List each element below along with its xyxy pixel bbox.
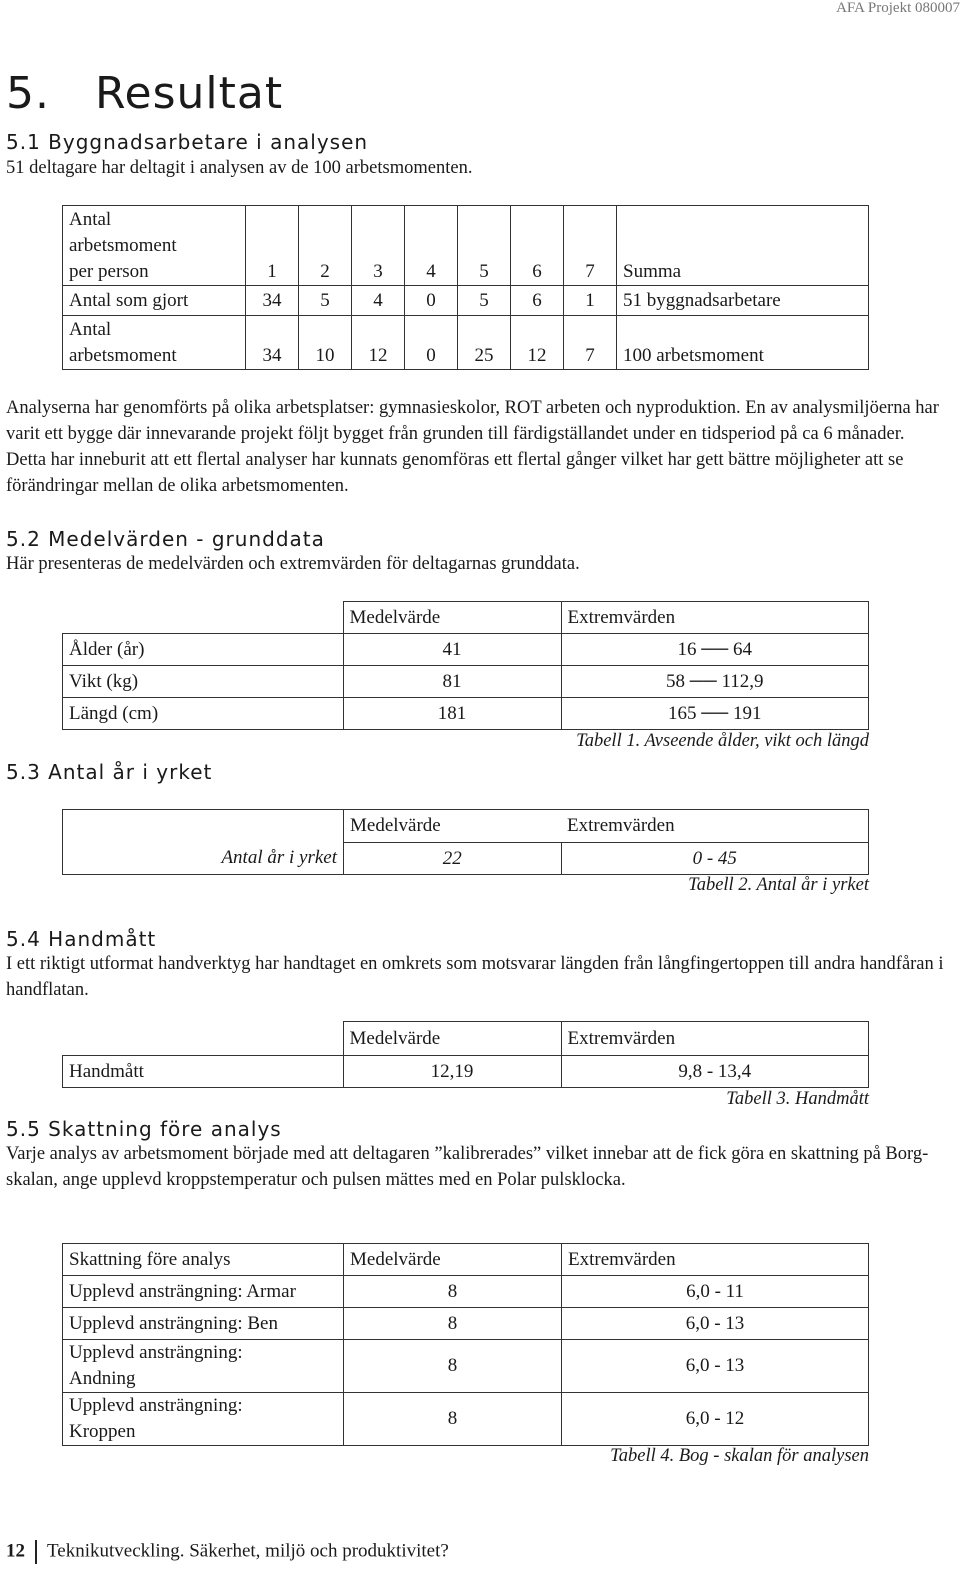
table-row: Skattning före analys Medelvärde Extremvärden <box>63 1244 869 1276</box>
section-heading-5-1: 5.1 Byggnadsarbetare i analysen <box>6 130 369 154</box>
years-table <box>62 809 869 875</box>
table-row: Antal år i yrket 22 0 - 45 <box>63 843 869 875</box>
table-row: Upplevd ansträngning: Ben 8 6,0 - 13 <box>63 1308 869 1340</box>
table-caption-1: Tabell 1. Avseende ålder, vikt och längd <box>576 731 869 751</box>
section-body-5-4: I ett riktigt utformat handverktyg har handtaget en omkrets som motsvarar längden från långfingertoppen till andra handfåran i handflatan. <box>6 954 944 1000</box>
section-body-5-1: Analyserna har genomförts på olika arbetsplatser: gymnasieskolor, ROT arbeten och nyproduktion. En av analysmiljöerna har varit ett bygge där innevarande projekt följt bygget från grunden till färdigställandet under en tidsperiod på ca 6 månader. Detta har inneburit att ett flertal analyser har kunnats genomföras ett flertal gånger vilket har gett bättre möjligheter att se förändringar mellan de olika arbetsmomenten. <box>6 398 939 496</box>
table-row: Medelvärde Extremvärden <box>63 602 869 634</box>
table-row: Upplevd ansträngning: Armar 8 6,0 - 11 <box>63 1276 869 1308</box>
page-number: 12 <box>6 1540 25 1562</box>
page-title: 5. Resultat <box>6 68 284 119</box>
table-caption-3: Tabell 3. Handmått <box>726 1089 869 1109</box>
basic-data-table <box>62 601 869 730</box>
table-row: Längd (cm) 181 165 ── 191 <box>63 698 869 730</box>
hand-measure-table <box>62 1021 869 1088</box>
header-project: AFA Projekt 080007 <box>836 0 960 16</box>
participants-table <box>62 205 869 370</box>
section-heading-5-3: 5.3 Antal år i yrket <box>6 760 213 784</box>
footer-divider <box>35 1540 37 1564</box>
table-row: Vikt (kg) 81 58 ── 112,9 <box>63 666 869 698</box>
table-caption-4: Tabell 4. Bog - skalan för analysen <box>610 1446 869 1466</box>
table-row: Medelvärde Extremvärden <box>63 810 869 843</box>
section-intro-5-1: 51 deltagare har deltagit i analysen av de 100 arbetsmomenten. <box>6 158 473 178</box>
table-row: Antal arbetsmoment 34 10 12 0 25 12 7 100 arbetsmoment <box>63 316 869 370</box>
footer-title: Teknikutveckling. Säkerhet, miljö och produktivitet? <box>47 1540 449 1562</box>
section-intro-5-2: Här presenteras de medelvärden och extremvärden för deltagarnas grunddata. <box>6 554 580 574</box>
table-row: Antal arbetsmoment per person 1 2 3 4 5 6 7 Summa <box>63 206 869 286</box>
table-row: Upplevd ansträngning: Kroppen 8 6,0 - 12 <box>63 1393 869 1446</box>
section-heading-5-2: 5.2 Medelvärden - grunddata <box>6 527 325 551</box>
table-row: Antal som gjort 34 5 4 0 5 6 1 51 byggnadsarbetare <box>63 286 869 316</box>
section-heading-5-5: 5.5 Skattning före analys <box>6 1117 282 1141</box>
table-row: Medelvärde Extremvärden <box>63 1022 869 1056</box>
page-footer <box>6 1540 449 1564</box>
table-row: Upplevd ansträngning: Andning 8 6,0 - 13 <box>63 1340 869 1393</box>
section-body-5-5: Varje analys av arbetsmoment började med att deltagaren ”kalibrerades” vilket innebar att de fick göra en skattning på Borg-skalan, ange upplevd kroppstemperatur och pulsen mättes med en Polar pulsklocka. <box>6 1144 929 1190</box>
section-heading-5-4: 5.4 Handmått <box>6 927 157 951</box>
table-row: Handmått 12,19 9,8 - 13,4 <box>63 1056 869 1088</box>
table-caption-2: Tabell 2. Antal år i yrket <box>688 875 869 895</box>
rating-table <box>62 1243 869 1446</box>
table-row: Ålder (år) 41 16 ── 64 <box>63 634 869 666</box>
